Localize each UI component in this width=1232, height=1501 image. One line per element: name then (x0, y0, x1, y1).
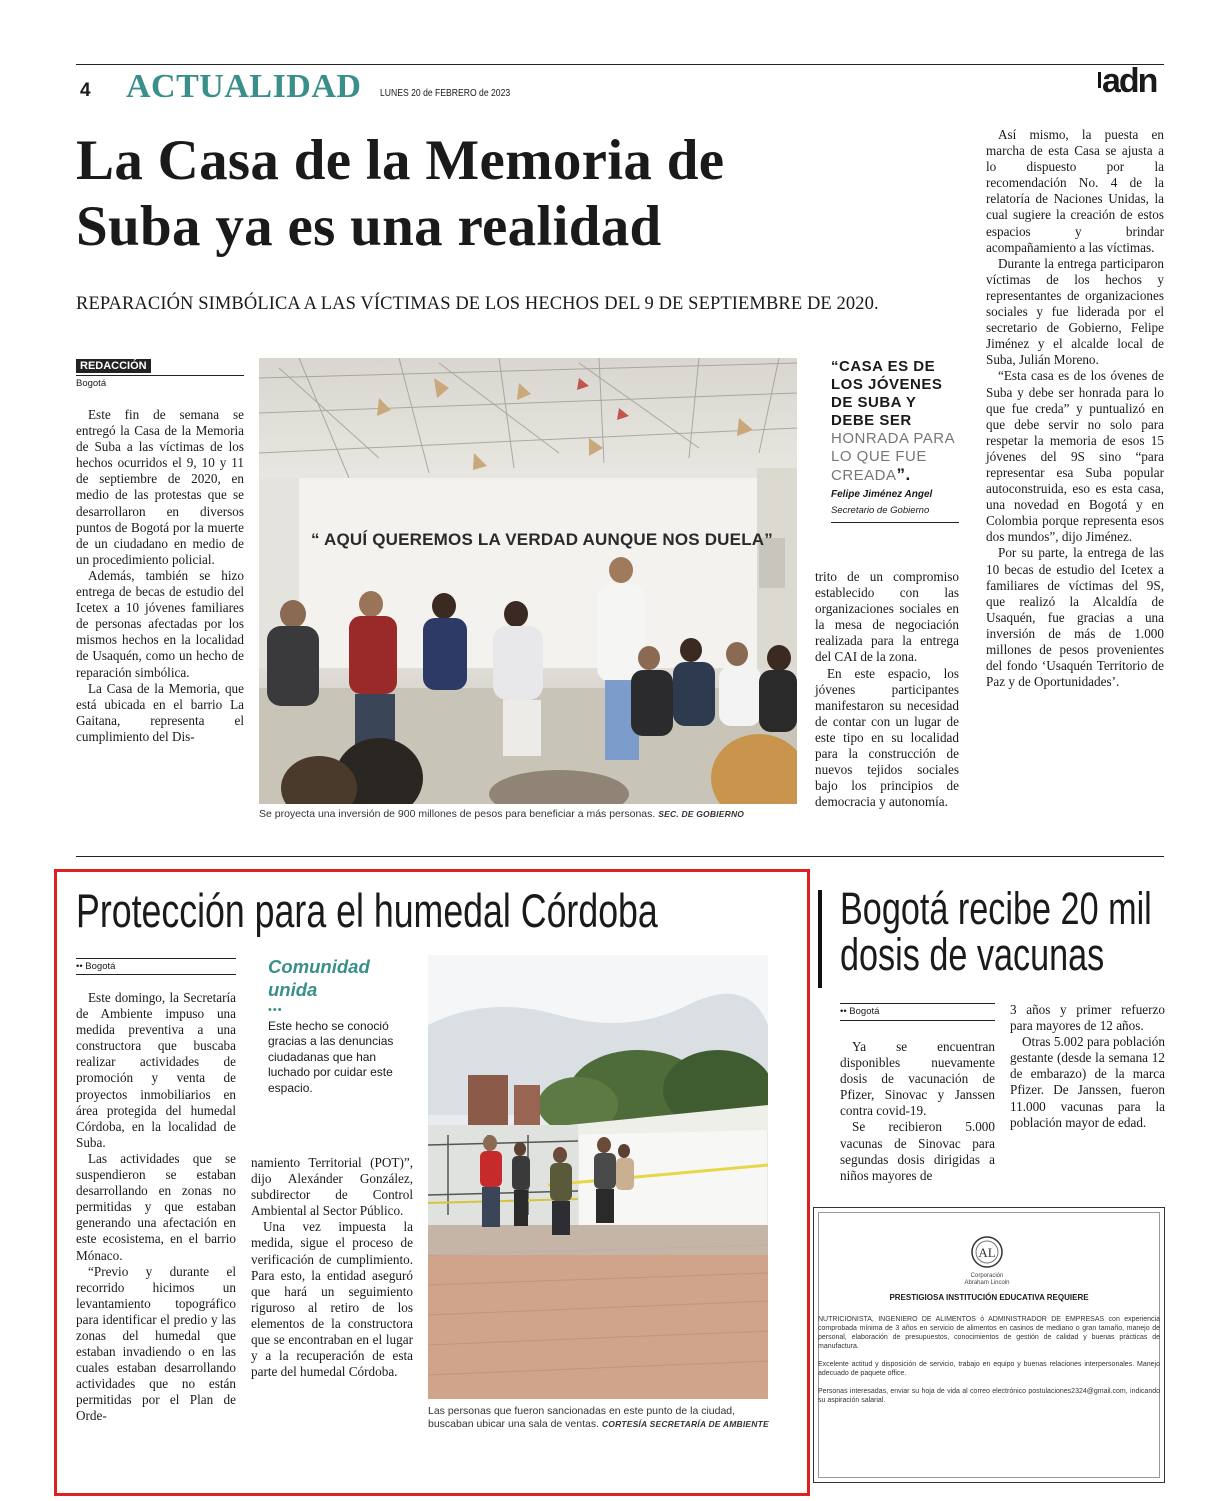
wetland-headline: Protección para el humedal Córdoba (76, 884, 658, 937)
brand-text: adn (1102, 62, 1157, 100)
main-col1 (76, 407, 244, 745)
pull-quote-end: ”. (896, 465, 911, 484)
vaccine-headline (840, 883, 1152, 980)
ad-paragraph: Personas interesadas, enviar su hoja de vida al correo electrónico postulaciones2324@gmail.com, indicando su aspiración salarial. (818, 1388, 1160, 1404)
wetland-photo (428, 955, 768, 1399)
quote-author: Felipe Jiménez Angel (831, 489, 933, 500)
paragraph: trito de un compromiso establecido con las organizaciones sociales en la mesa de negociación realizada para la entrega del CAI de la zona. (815, 569, 959, 665)
byline: REDACCIÓN (76, 359, 151, 373)
paragraph: Por su parte, la entrega de las 10 becas de estudio del Icetex a familiares de víctimas del 9S, que realizó la Alcaldía de Usaquén, fue gracias a una inversión de más de 1.000 millones de pesos provenientes del fondo ‘Usaquén Territorio de Paz y de Oportunidades’. (986, 545, 1164, 690)
photo-credit: SEC. DE GOBIERNO (658, 809, 745, 819)
paragraph: Ya se encuentran disponibles nuevamente dosis de vacunación de Pfizer, Sinovac y Janssen contra covid-19. (840, 1039, 995, 1119)
wetland-location: •• Bogotá (76, 961, 116, 972)
main-subhead: REPARACIÓN SIMBÓLICA A LAS VÍCTIMAS DE LOS HECHOS DEL 9 DE SEPTIEMBRE DE 2020. (76, 294, 879, 314)
ad-title: PRESTIGIOSA INSTITUCIÓN EDUCATIVA REQUIERE (889, 1293, 1089, 1302)
ad-logo-line2: Abraham Lincoln (964, 1280, 1010, 1286)
sidebar-dots: ••• (268, 1004, 283, 1016)
main-location: Bogotá (76, 378, 107, 389)
main-col4 (986, 127, 1164, 690)
paragraph: “Esta casa es de los óvenes de Suba y debe ser honrada para lo que fue creda” y puntualizó en que debe servir no solo para respetar la memoria de esos 15 jóvenes del 9S sino “para representar esa Suba popular autoconstruida, eso es esta casa, una novedad en Bogotá y en Colombia porque representa esos dos mundos”, dijo Jiménez. (986, 368, 1164, 545)
pull-quote (831, 358, 959, 485)
paragraph: Además, también se hizo entrega de becas de estudio del Icetex a 10 jóvenes familiares de personas afectadas por los mismos hechos en la localidad de Usaquén, como un hecho de reparación simbólica. (76, 567, 244, 680)
wetland-photo-caption (428, 1405, 773, 1431)
paragraph: Se recibieron 5.000 vacunas de Sinovac para segundas dosis dirigidas a niños mayores de (840, 1119, 995, 1183)
caption-text: Se proyecta una inversión de 900 millones de pesos para beneficiar a más personas. (259, 808, 656, 820)
paragraph: 3 años y primer refuerzo para mayores de 12 años. (1010, 1002, 1165, 1034)
ad-paragraph: Excelente actitud y disposición de servicio, trabajo en equipo y buenas relaciones interpersonales. Manejo adecuado de paquete office. (818, 1361, 1160, 1377)
paragraph: Este fin de semana se entregó la Casa de la Memoria de Suba a las víctimas de los hechos ocurridos el 9, 10 y 11 de septiembre de 2020, en medio de las protestas que se desarrollaron en diversos puntos de Bogotá por la muerte de un ciudadano en medio de un procedimiento policial. (76, 407, 244, 567)
vaccine-col1 (840, 1039, 995, 1184)
sidebar-text: Este hecho se conoció gracias a las denuncias ciudadanas que han luchado por cuidar este espacio. (268, 1019, 394, 1095)
pull-quote-light: HONRADA PARA LO QUE FUE CREADA (831, 430, 955, 484)
vaccine-location: •• Bogotá (840, 1006, 880, 1017)
paragraph: Las actividades que se suspendieron se estaban desarrollando en zonas no permitidas y que estaban generando una afectación en este ecosistema, en el barrio Mónaco. (76, 1150, 236, 1263)
paragraph: Durante la entrega participaron víctimas de los hechos y representantes de organizaciones sociales y fue liderada por el secretario de Gobierno, Felipe Jiménez y el alcalde local de Suba, Julián Moreno. (986, 255, 1164, 368)
ad-logo (970, 1235, 1004, 1269)
main-photo-caption (259, 808, 819, 821)
main-col3 (815, 569, 959, 810)
section-title: ACTUALIDAD (126, 68, 362, 105)
photo-banner-text: “ AQUÍ QUEREMOS LA VERDAD AUNQUE NOS DUELA” (311, 530, 773, 549)
paragraph: Este domingo, la Secretaría de Ambiente impuso una medida preventiva a una constructora que buscaba realizar actividades de promoción y venta de proyectos inmobiliarios en área protegida del humedal Córdoba, en la localidad de Suba. (76, 990, 236, 1150)
main-photo (259, 358, 797, 804)
vaccine-headline-line1: Bogotá recibe 20 mil (840, 883, 1152, 934)
ad-body (818, 1315, 1160, 1405)
ad-paragraph: NUTRICIONISTA, INGENIERO DE ALIMENTOS ó ADMINISTRADOR DE EMPRESAS con experiencia comprobada mínima de 3 años en servicio de alimentos en casinos de mediano o gran tamaño, manejo de personal, elaboración de presupuestos, conocimientos de gestión de calidad y buenas prácticas de manufactura. (818, 1316, 1160, 1350)
paragraph: namiento Territorial (POT)”, dijo Alexánder González, subdirector de Control Ambiental al Sector Público. (251, 1155, 413, 1219)
main-headline-line1: La Casa de la Memoria de (76, 129, 725, 192)
paragraph: Así mismo, la puesta en marcha de esta Casa se ajusta a lo dispuesto por la recomendación No. 4 de la relatoría de Naciones Unidas, la cual sugiere la creación de estos espacios y brindar acompañamiento a las víctimas. (986, 127, 1164, 255)
issue-date: LUNES 20 de FEBRERO de 2023 (380, 87, 511, 99)
ad-logo-line1: Corporación (970, 1273, 1004, 1279)
pull-quote-dark: “CASA ES DE LOS JÓVENES DE SUBA Y DEBE SER (831, 358, 943, 429)
paragraph: Una vez impuesta la medida, sigue el proceso de verificación de cumplimiento. Para esto, la entidad aseguró que hará un seguimiento riguroso al retiro de los elementos de la constructora que se encontraban en el lugar y a la recuperación de esta parte del humedal Córdoba. (251, 1219, 413, 1380)
paragraph: En este espacio, los jóvenes participantes manifestaron su necesidad de contar con un lugar de este tipo en su localidad para la construcción de nuevos tejidos sociales bajo los principios de democracia y autonomía. (815, 665, 959, 810)
brand-mark (1098, 72, 1101, 88)
vaccine-headline-line2: dosis de vacunas (840, 929, 1105, 980)
main-headline (76, 128, 976, 260)
quote-role: Secretario de Gobierno (831, 505, 930, 516)
paragraph: “Previo y durante el recorrido hicimos un levantamiento topográfico para identificar el predio y las zonas del humedal que estaban invadiendo o en las cuales estaban desarrollando actividades que no están permitidas por el Plan de Orde- (76, 1263, 236, 1424)
paragraph: La Casa de la Memoria, que está ubicada en el barrio La Gaitana, representa el cumplimiento del Dis- (76, 680, 244, 744)
caption-text: Las personas que fueron sancionadas en este punto de la ciudad, buscaban ubicar una sala de ventas. (428, 1405, 736, 1430)
svg-text:AL: AL (978, 1245, 996, 1260)
photo-credit: CORTESÍA SECRETARÍA DE AMBIENTE (601, 1419, 769, 1429)
wetland-col1 (76, 990, 236, 1425)
page-number: 4 (80, 80, 91, 101)
wetland-col2 (251, 1155, 413, 1380)
sidebar-title: Comunidad unida (268, 956, 370, 1000)
main-headline-line2: Suba ya es una realidad (76, 195, 662, 258)
brand-logo (1098, 62, 1166, 106)
vaccine-col2 (1010, 1002, 1165, 1131)
paragraph: Otras 5.002 para población gestante (desde la semana 12 de embarazo) de la marca Pfizer. De Janssen, fueron 11.000 vacunas para la población mayor de edad. (1010, 1034, 1165, 1130)
